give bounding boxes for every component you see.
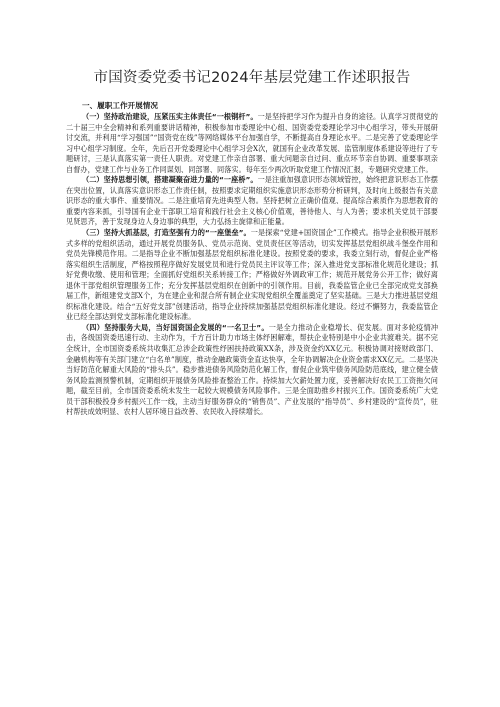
- paragraph-body: 一是探索“党建+国资国企”工作模式。指导企业积极开展形式多样的党组织活动，通过开展党员服务队、党员示范岗、党员责任区等活动，切实发挥基层党组织战斗堡垒作用和党员先锋模范作用。二是指导企业不断加强基层党组织标准化建设。按照党委的要求，我委立刻行动，督促企业严格落实组织生活制度，严格按照程序做好发展党员和进行党员民主评议等工作；深入推进党支部标准化规范化建设；抓好党费收缴、使用和管理；全面抓好党组织关系转接工作；严格做好外调政审工作；规范开展党务公开工作；做好离退休干部党组织管理服务工作；充分发挥基层党组织在创新中的引领作用。目前，我委监管企业已全部完成党支部换届工作，新组建党支部X个，为在建企业和混合所有制企业实现党组织全覆盖奠定了坚实基础。三是大力推进基层党组织标准化建设。结合“五好党支部”创建活动，指导企业持续加强基层党组织标准化建设。经过不懈努力，我委监管企业已经全部达到党支部标准化建设标准。: [66, 228, 439, 322]
- paragraph-lead: （一）坚持政治建设，压紧压实主体责任“一根钢杆”。: [82, 112, 258, 121]
- paragraph-political-construction: [66, 112, 438, 175]
- section-heading: 一、履职工作开展情况: [82, 101, 158, 110]
- document-title: 市国资委党委书记2024年基层党建工作述职报告: [93, 70, 411, 86]
- paragraph-lead: （二）坚持思想引领，搭建凝聚奋进力量的“一座桥”。: [82, 175, 258, 185]
- paragraph-ideological-guidance: [66, 175, 438, 228]
- paragraph-grassroots: [66, 228, 438, 323]
- paragraph-body: 一是坚持把学习作为提升自身的途径。认真学习贯彻党的二十届三中全会精神和系列重要讲话精神，积极参加市委理论中心组、国资委党委理论学习中心组学习，带头开展研讨交流，并利用“学习强国”“国资党在线”等网络媒体平台加强自学，不断提高自身理论水平。二是完善了党委理论学习中心组学习制度。全年，先后召开党委理论中心组学习会X次，就国有企业改革发展、监管制度体系建设等进行了专题研讨，三是认真落实第一责任人职责。对党建工作亲自部署、重大问题亲自过问、重点环节亲自协调、重要事项亲自督办，党建工作与业务工作同谋划、同部署、同落实。每年至少两次听取党建工作情况汇报，专题研究党建工作。: [66, 112, 438, 174]
- paragraph-serve-overall: [66, 323, 438, 418]
- paragraph-lead: （三）坚持大抓基层，打造坚强有力的“一座堡垒”。: [82, 228, 251, 238]
- paragraph-body: 一是注重加强意识形态领域管控，始终把意识形态工作摆在突出位置，认真落实意识形态工作责任制，按照要求定期组织实施意识形态形势分析研判，及时向上级报告有关意识形态的重大事件、重要情况。二是注重培育先进典型人物。坚持把树立正确价值观、提高综合素质作为思想教育的重要内容来抓，引导国有企业干部职工培育和践行社会主义核心价值观，善待他人、与人为善；要求机关党员干部要见贤思齐，善于发现身边人身边事的典型，大力弘扬主旋律和正能量。: [66, 175, 438, 227]
- paragraph-lead: （四）坚持服务大局，当好国资国企发展的“一名卫士”。: [82, 322, 269, 332]
- paragraph-body: 一是全力推动企业稳增长、促发展。面对多轮疫情冲击，各级国资委迅速行动、主动作为，千方百计助力市场主体纾困解难，帮扶企业特别是中小企业共渡难关。据不完全统计，全市国资委系统共收集汇总涉企政策性纾困扶持政策XX条，涉及资金约XX亿元。积极协调对接财政部门、金融机构等有关部门建立“白名单”制度，推动金融政策资金直达快享，全年协调解决企业资金需求XX亿元。二是坚决当好防范化解重大风险的“排头兵”。稳步推进债务风险防范化解工作，督促企业筑牢债务风险防范底线，建立健全债务风险监测预警机制，定期组织开展债务风险排查整治工作。持续加大欠薪处置力度，妥善解决好农民工工资拖欠问题，截至目前，全市国资委系统未发生一起较大规模债务风险事件。三是全面助推乡村振兴工作。国资委系统广大党员干部积极投身乡村振兴工作一线，主动当好服务群众的“销售员”、产业发展的“指导员”、乡村建设的“宣传员”，驻村帮扶成效明显、农村人居环境日益改善、农民收入持续增长。: [66, 322, 439, 417]
